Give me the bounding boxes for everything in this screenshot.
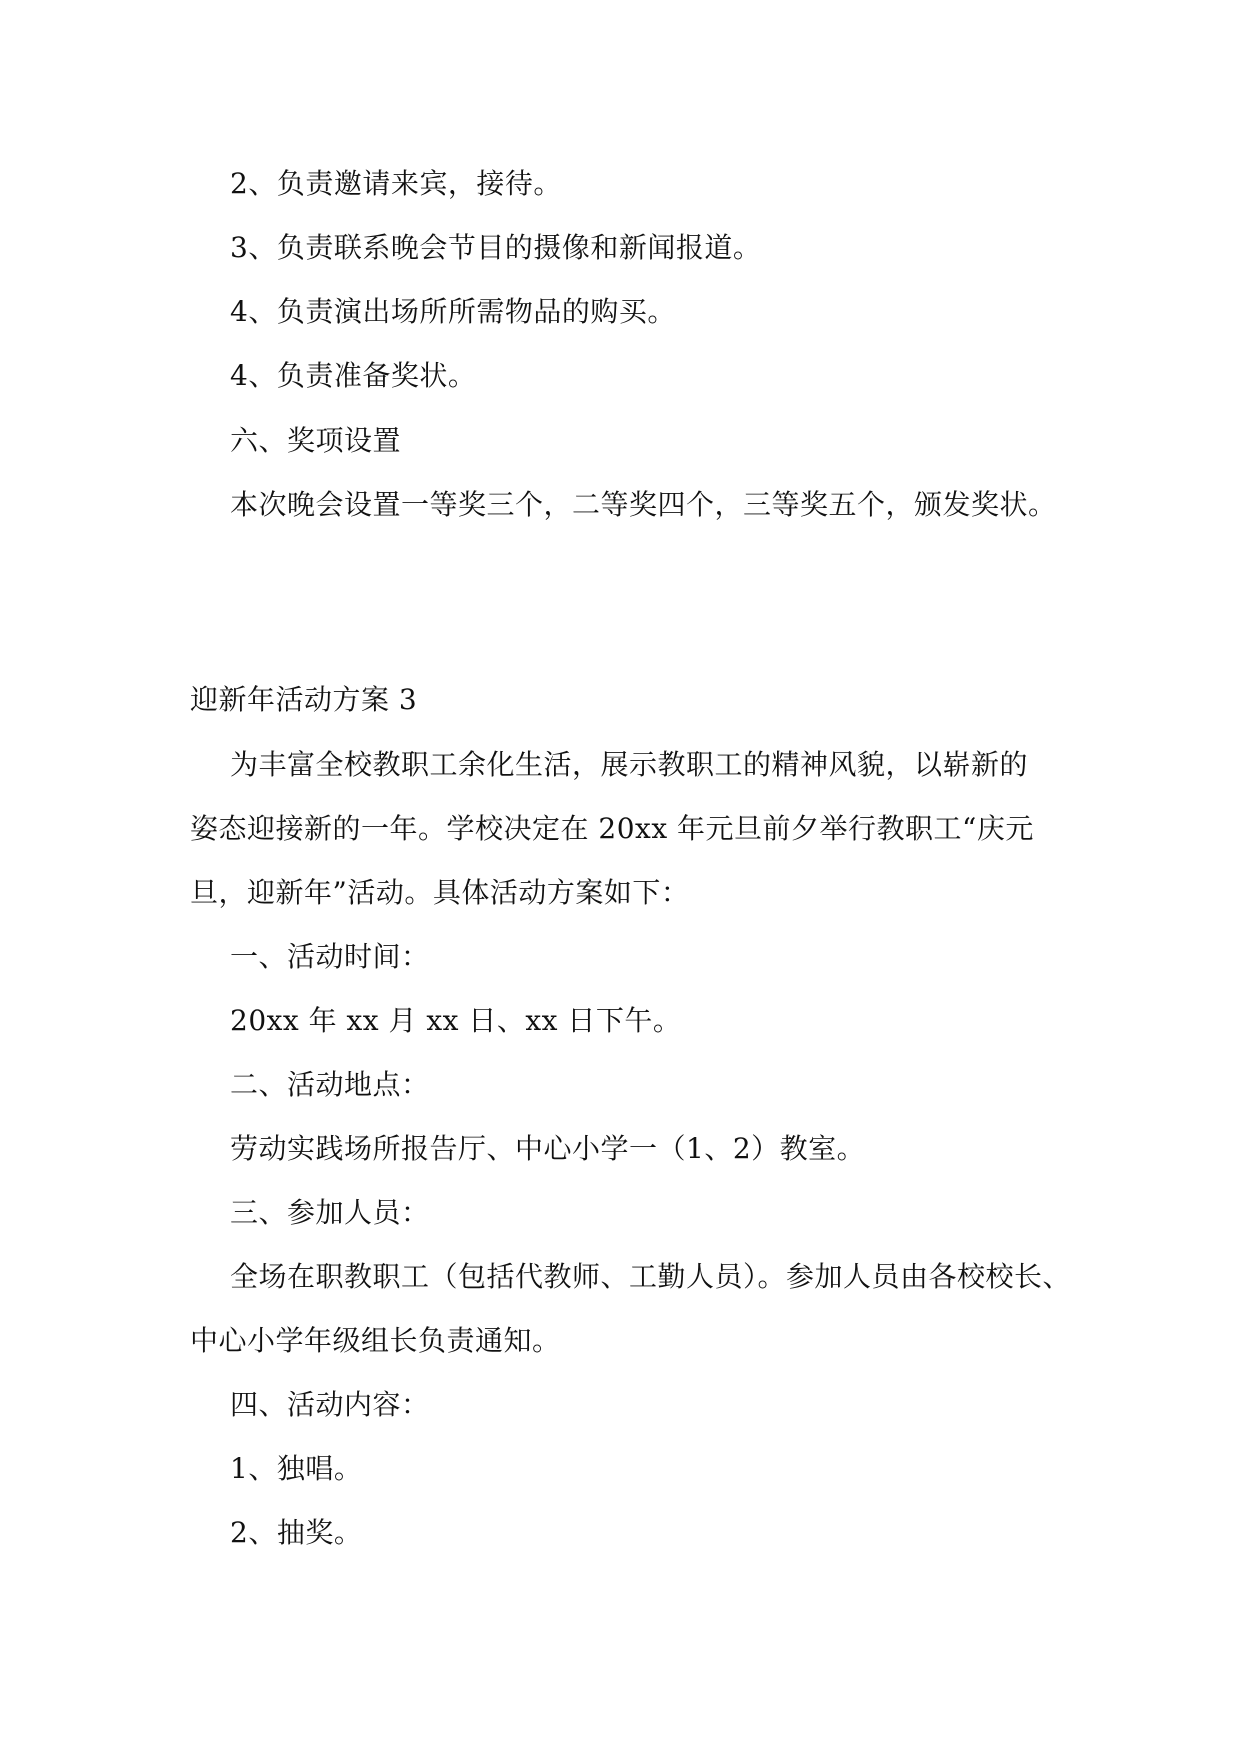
heading-time: 一、活动时间： — [230, 940, 430, 973]
section-title: 迎新年活动方案 3 — [190, 683, 418, 716]
paragraph-awards: 本次晚会设置一等奖三个，二等奖四个，三等奖五个，颁发奖状。 — [230, 488, 1057, 521]
intro-line-1: 为丰富全校教职工余化生活，展示教职工的精神风貌，以崭新的 — [230, 748, 1029, 781]
heading-place: 二、活动地点： — [230, 1068, 430, 1101]
place-value: 劳动实践场所报告厅、中心小学一（1、2）教室。 — [230, 1132, 866, 1165]
paragraph-item-4a: 4、负责演出场所所需物品的购买。 — [230, 295, 676, 328]
content-item-1: 1、独唱。 — [230, 1452, 363, 1485]
heading-awards: 六、奖项设置 — [230, 424, 402, 457]
paragraph-item-2: 2、负责邀请来宾，接待。 — [230, 167, 562, 200]
time-value: 20xx 年 xx 月 xx 日、xx 日下午。 — [230, 1004, 682, 1037]
intro-line-3: 旦，迎新年”活动。具体活动方案如下： — [190, 876, 690, 909]
paragraph-item-3: 3、负责联系晚会节目的摄像和新闻报道。 — [230, 231, 762, 264]
people-line-2: 中心小学年级组长负责通知。 — [190, 1324, 561, 1357]
content-item-2: 2、抽奖。 — [230, 1516, 363, 1549]
intro-line-2: 姿态迎接新的一年。学校决定在 20xx 年元旦前夕举行教职工“庆元 — [190, 812, 1034, 845]
heading-content: 四、活动内容： — [230, 1388, 430, 1421]
people-line-1: 全场在职教职工（包括代教师、工勤人员）。参加人员由各校校长、 — [230, 1260, 1072, 1293]
paragraph-item-4b: 4、负责准备奖状。 — [230, 359, 477, 392]
heading-people: 三、参加人员： — [230, 1196, 430, 1229]
